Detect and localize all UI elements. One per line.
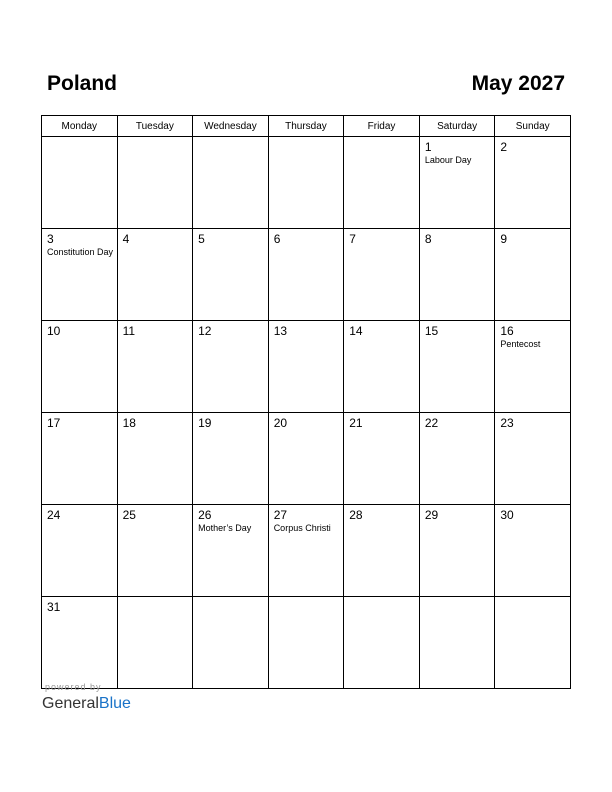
day-number: 21 xyxy=(349,416,363,430)
weekday-header: Sunday xyxy=(495,116,571,137)
day-number: 2 xyxy=(500,140,508,154)
day-number: 10 xyxy=(47,324,61,338)
day-number: 1 xyxy=(424,140,432,154)
day-cell xyxy=(193,321,269,413)
day-cell xyxy=(344,413,420,505)
day-cell xyxy=(344,229,420,321)
weekday-header: Saturday xyxy=(419,116,495,137)
day-number: 12 xyxy=(198,324,212,338)
day-cell xyxy=(495,505,571,597)
day-cell xyxy=(117,597,193,689)
day-cell xyxy=(117,413,193,505)
day-cell xyxy=(42,229,118,321)
day-cell xyxy=(193,137,269,229)
day-number: 24 xyxy=(47,508,61,522)
day-number: 31 xyxy=(47,600,61,614)
day-number: 28 xyxy=(349,508,363,522)
day-cell xyxy=(42,505,118,597)
weekday-header: Monday xyxy=(42,116,118,137)
day-number: 30 xyxy=(500,508,514,522)
day-cell xyxy=(42,321,118,413)
day-cell xyxy=(344,321,420,413)
day-number: 5 xyxy=(198,232,205,246)
day-number: 9 xyxy=(500,232,508,246)
day-cell xyxy=(42,597,118,689)
day-cell xyxy=(117,137,193,229)
day-cell xyxy=(419,413,495,505)
day-cell xyxy=(193,597,269,689)
day-number: 16 xyxy=(500,324,514,338)
day-cell xyxy=(117,321,193,413)
weekday-header: Thursday xyxy=(268,116,344,137)
day-number: 7 xyxy=(349,232,356,246)
week-row xyxy=(42,597,571,689)
weekday-header: Tuesday xyxy=(117,116,193,137)
brand-general-text: General xyxy=(42,695,99,712)
holiday-label: Labour Day xyxy=(424,155,472,165)
day-cell xyxy=(419,321,495,413)
week-row xyxy=(42,137,571,229)
weekday-header: Friday xyxy=(344,116,420,137)
country-title: Poland xyxy=(47,72,118,95)
day-number: 25 xyxy=(122,508,136,522)
day-number: 6 xyxy=(273,232,281,246)
day-cell xyxy=(193,505,269,597)
holiday-label: Pentecost xyxy=(500,339,541,349)
day-number: 13 xyxy=(273,324,288,338)
day-number: 3 xyxy=(47,232,54,246)
week-row xyxy=(42,413,571,505)
day-number: 27 xyxy=(273,508,288,522)
day-cell xyxy=(268,321,344,413)
day-number: 20 xyxy=(273,416,288,430)
day-cell xyxy=(117,505,193,597)
day-cell xyxy=(344,505,420,597)
day-cell xyxy=(268,229,344,321)
day-cell xyxy=(495,597,571,689)
powered-by-text: powered by xyxy=(45,682,102,692)
day-cell xyxy=(419,597,495,689)
day-number: 8 xyxy=(424,232,432,246)
day-cell xyxy=(268,413,344,505)
day-number: 11 xyxy=(122,324,136,338)
week-row xyxy=(42,229,571,321)
day-cell xyxy=(344,137,420,229)
day-cell xyxy=(268,505,344,597)
day-number: 15 xyxy=(424,324,439,338)
day-number: 4 xyxy=(122,232,130,246)
day-cell xyxy=(193,413,269,505)
day-cell xyxy=(495,321,571,413)
day-cell xyxy=(419,505,495,597)
weekday-header: Wednesday xyxy=(193,116,269,137)
day-number: 26 xyxy=(198,508,212,522)
day-cell xyxy=(344,597,420,689)
day-cell xyxy=(419,229,495,321)
day-number: 18 xyxy=(122,416,136,430)
day-cell xyxy=(419,137,495,229)
day-cell xyxy=(193,229,269,321)
day-number: 29 xyxy=(424,508,439,522)
holiday-label: Mother’s Day xyxy=(198,523,252,533)
day-cell xyxy=(495,229,571,321)
week-row xyxy=(42,505,571,597)
day-cell xyxy=(495,413,571,505)
day-cell xyxy=(268,597,344,689)
day-cell xyxy=(42,413,118,505)
day-number: 17 xyxy=(47,416,61,430)
day-cell xyxy=(42,137,118,229)
day-cell xyxy=(495,137,571,229)
brand-logo xyxy=(42,694,131,714)
day-cell xyxy=(268,137,344,229)
weekday-header-row xyxy=(42,116,571,137)
holiday-label: Corpus Christi xyxy=(273,523,331,533)
holiday-label: Constitution Day xyxy=(47,247,114,257)
day-number: 19 xyxy=(198,416,212,430)
month-year-title: May 2027 xyxy=(471,72,565,95)
brand-blue-text: Blue xyxy=(98,695,131,712)
day-cell xyxy=(117,229,193,321)
week-row xyxy=(42,321,571,413)
day-number: 14 xyxy=(349,324,363,338)
day-number: 23 xyxy=(500,416,514,430)
day-number: 22 xyxy=(424,416,439,430)
calendar-grid xyxy=(41,115,571,689)
